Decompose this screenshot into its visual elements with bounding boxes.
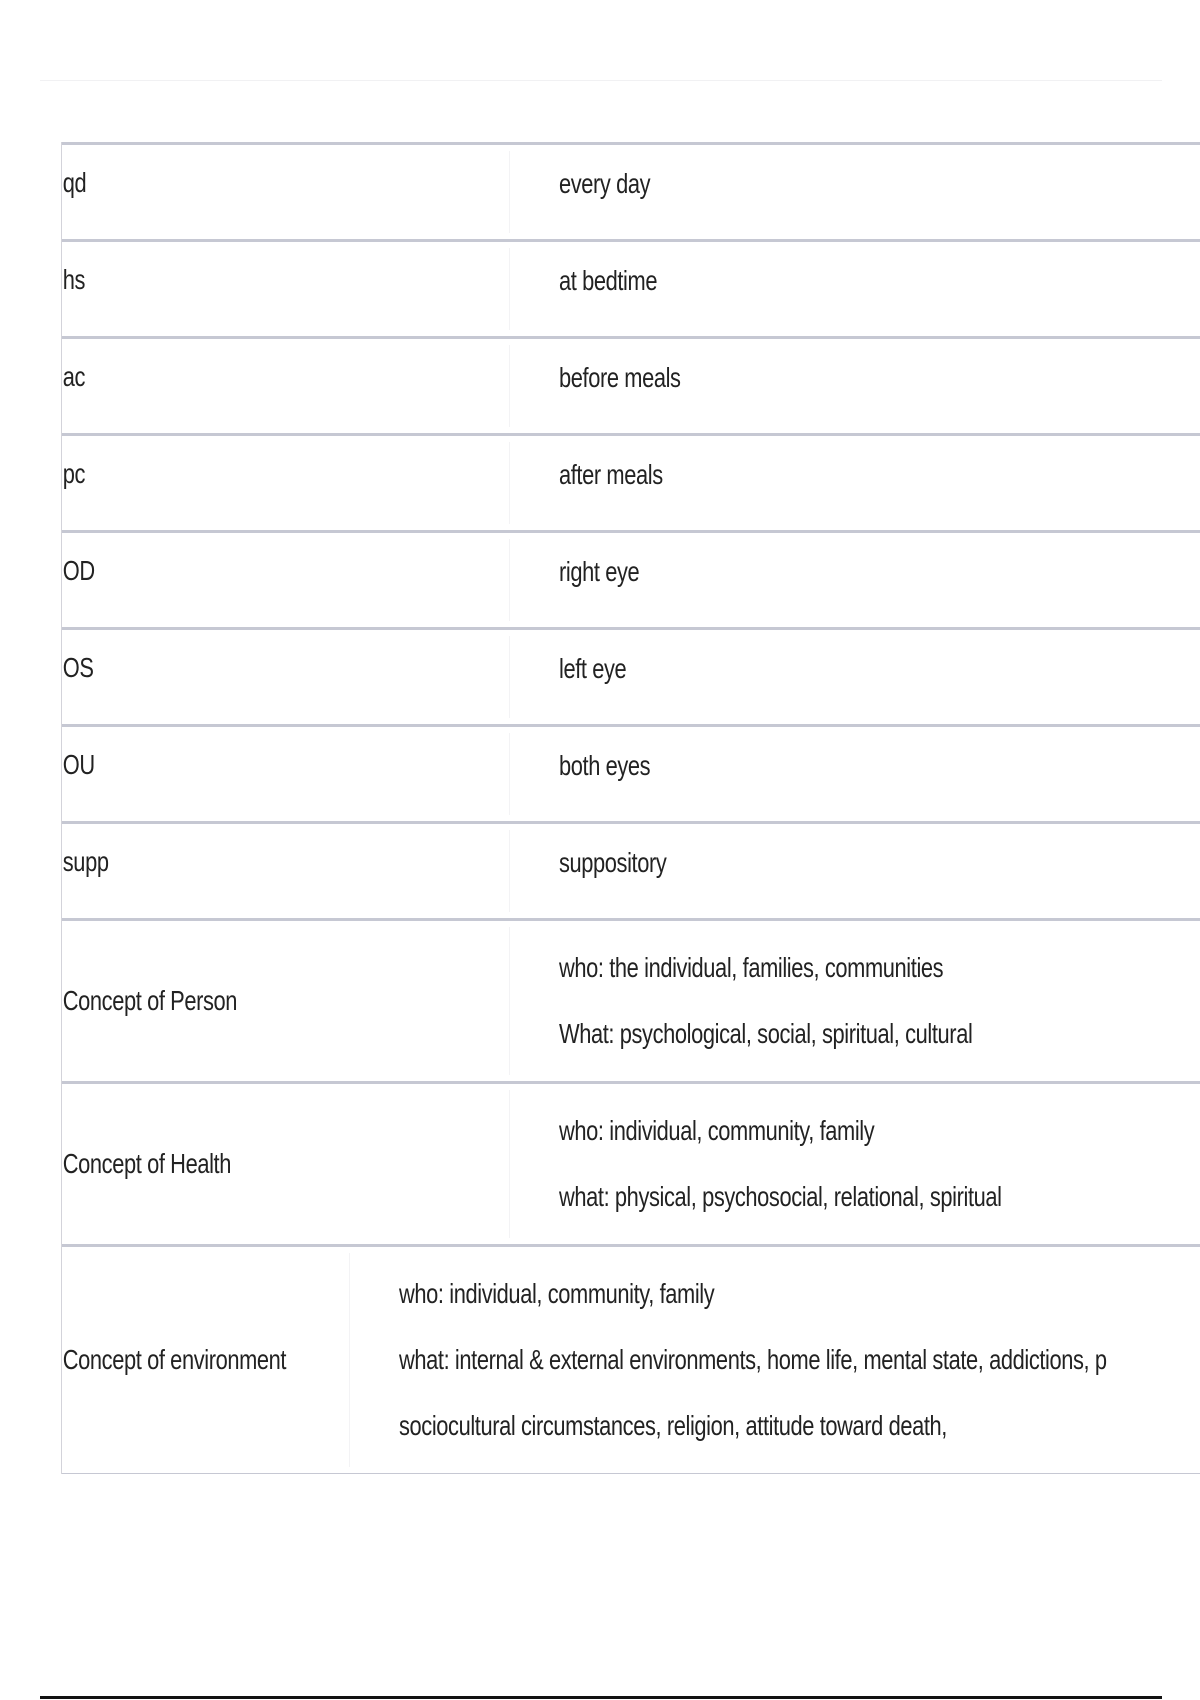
definition-line: left eye <box>559 653 627 684</box>
definition-cell <box>509 539 1200 621</box>
definition-line: both eyes <box>559 750 651 781</box>
definition-line: after meals <box>559 459 663 490</box>
top-divider <box>40 80 1162 81</box>
table-row <box>62 239 1200 336</box>
definition-line: who: individual, community, family <box>399 1278 715 1309</box>
definition-cell <box>509 345 1200 427</box>
table-row <box>62 724 1200 821</box>
definition-cell <box>349 1253 1200 1467</box>
definition-cell <box>509 636 1200 718</box>
definition-line: right eye <box>559 556 640 587</box>
definition-line: sociocultural circumstances, religion, attitude toward death, <box>399 1410 948 1441</box>
table-row <box>62 918 1200 1081</box>
definition-cell <box>509 151 1200 233</box>
definition-cell <box>509 733 1200 815</box>
term-cell: Concept of Health <box>62 1148 231 1179</box>
term-cell: pc <box>62 458 86 489</box>
table-row <box>62 530 1200 627</box>
table-row <box>62 1081 1200 1244</box>
term-cell: ac <box>62 361 86 392</box>
table-row <box>62 142 1200 239</box>
table-bottom-border <box>62 1473 1200 1474</box>
term-cell: supp <box>62 846 109 877</box>
table-row <box>62 336 1200 433</box>
definition-cell <box>509 248 1200 330</box>
definition-line: at bedtime <box>559 265 658 296</box>
definition-line: who: the individual, families, communities <box>559 952 944 983</box>
term-cell: Concept of Person <box>62 985 238 1016</box>
table-row <box>62 433 1200 530</box>
term-cell: OD <box>62 555 95 586</box>
term-cell: qd <box>62 167 87 198</box>
definition-line: suppository <box>559 847 667 878</box>
definition-line: What: psychological, social, spiritual, cultural <box>559 1018 973 1049</box>
definition-line: what: internal & external environments, home life, mental state, addictions, p <box>399 1344 1107 1375</box>
definition-cell <box>509 927 1200 1075</box>
terms-table <box>61 142 1200 1474</box>
definition-cell <box>509 830 1200 912</box>
table-row <box>62 627 1200 724</box>
definition-line: who: individual, community, family <box>559 1115 875 1146</box>
definition-line: every day <box>559 168 651 199</box>
table-row <box>62 821 1200 918</box>
definition-line: before meals <box>559 362 681 393</box>
definition-cell <box>509 1090 1200 1238</box>
term-cell: hs <box>62 264 86 295</box>
bottom-divider <box>40 1696 1162 1699</box>
table-row <box>62 1244 1200 1473</box>
definition-cell <box>509 442 1200 524</box>
term-cell: Concept of environment <box>62 1344 287 1375</box>
term-cell: OU <box>62 749 95 780</box>
definition-line: what: physical, psychosocial, relational, spiritual <box>559 1181 1002 1212</box>
term-cell: OS <box>62 652 94 683</box>
